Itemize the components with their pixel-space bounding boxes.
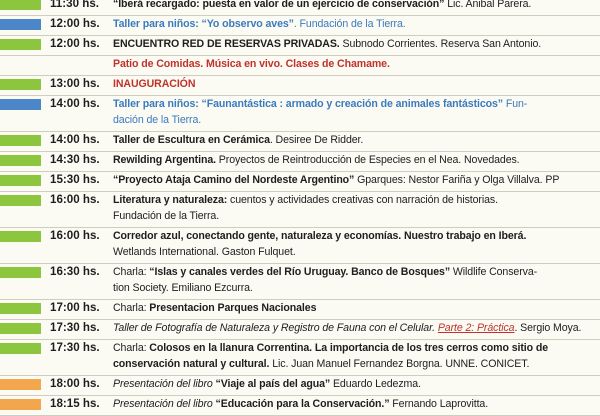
schedule-row	[0, 36, 600, 56]
time-label: 16:00 hs.	[50, 229, 100, 242]
green-color-bar	[0, 155, 41, 166]
green-color-bar	[0, 195, 41, 206]
orange-color-bar	[0, 399, 41, 410]
green-color-bar	[0, 343, 41, 354]
event-text-segment: “Viaje al país del agua”	[215, 378, 331, 390]
event-text-segment: Taller para niños: “Faunantástica : armado y creación de animales fantásticos”	[113, 98, 503, 110]
event-description	[113, 264, 589, 296]
event-line	[113, 356, 589, 372]
event-line	[113, 244, 589, 260]
green-color-bar	[0, 0, 41, 10]
event-text-segment: Patio de Comidas. Música en vivo. Clases de Chamame.	[113, 58, 390, 70]
event-text-segment: Fernando Laprovitta.	[389, 398, 489, 410]
event-description	[113, 96, 589, 128]
time-label: 18:00 hs.	[50, 377, 100, 390]
time-label: 17:30 hs.	[50, 321, 100, 334]
schedule-row	[0, 228, 600, 264]
event-text-segment: Charla:	[113, 302, 150, 314]
event-description	[113, 152, 589, 168]
event-line	[113, 172, 589, 188]
event-description	[113, 300, 589, 316]
green-color-bar	[0, 175, 41, 186]
event-text-segment: “Iberá recargado: puesta en valor de un ejercicio de conservación”	[113, 0, 445, 10]
event-line	[113, 208, 589, 224]
event-line	[113, 152, 589, 168]
event-text-segment: Presentación del libro	[113, 398, 216, 410]
event-text-segment: Gparques: Nestor Fariña y Olga Villalva. PP	[354, 174, 560, 186]
event-line	[113, 340, 589, 356]
event-text-segment: Wetlands International. Gaston Fulquet.	[113, 246, 296, 258]
event-text-segment: . Fundación de la Tierra.	[293, 18, 406, 30]
time-label: 11:30 hs.	[50, 0, 99, 10]
event-text-segment: cuentos y actividades creativas con narración de historias.	[230, 194, 498, 206]
event-text-segment: Rewilding Argentina.	[113, 154, 216, 166]
event-line	[113, 264, 589, 280]
schedule-row	[0, 396, 600, 416]
schedule-row	[0, 0, 600, 16]
time-label: 16:30 hs.	[50, 265, 100, 278]
event-text-segment: Presentación del libro	[113, 378, 216, 390]
event-text-segment: Colosos en la llanura Correntina. La importancia de los tres cerros como sitio de	[149, 342, 548, 354]
event-description	[113, 376, 589, 392]
event-text-segment: Literatura y naturaleza:	[113, 194, 231, 206]
green-color-bar	[0, 323, 41, 334]
schedule-row	[0, 376, 600, 396]
schedule-row	[0, 56, 600, 76]
event-text-segment: Charla:	[113, 266, 150, 278]
event-line	[113, 320, 589, 336]
event-line	[113, 396, 589, 412]
schedule-row	[0, 96, 600, 132]
event-text-segment: Presentacion Parques Nacionales	[149, 302, 317, 314]
event-description	[113, 0, 589, 12]
event-description	[113, 320, 589, 336]
event-line	[113, 16, 589, 32]
green-color-bar	[0, 267, 41, 278]
green-color-bar	[0, 135, 41, 146]
schedule-row	[0, 76, 600, 96]
green-color-bar	[0, 303, 41, 314]
event-line	[113, 280, 589, 296]
event-text-segment: Taller de Escultura en Cerámica	[113, 134, 270, 146]
event-line	[113, 112, 589, 128]
event-text-segment: “Islas y canales verdes del Río Uruguay. Banco de Bosques”	[149, 266, 451, 278]
event-line	[113, 36, 589, 52]
orange-color-bar	[0, 379, 41, 390]
schedule-row	[0, 16, 600, 36]
event-text-segment: “Educación para la Conservación.”	[215, 398, 390, 410]
event-text-segment: Lic. Juan Manuel Fernandez Borgna. UNNE. CONICET.	[269, 358, 530, 370]
event-text-segment: Lic. Anibal Parera.	[444, 0, 532, 10]
blue-color-bar	[0, 19, 41, 30]
event-description	[113, 76, 589, 92]
event-line	[113, 132, 589, 148]
green-color-bar	[0, 231, 41, 242]
event-description	[113, 132, 589, 148]
time-label: 18:15 hs.	[50, 397, 100, 410]
event-text-segment: . Sergio Moya.	[514, 322, 582, 334]
schedule-row	[0, 132, 600, 152]
event-text-segment: Subnodo Corrientes. Reserva San Antonio.	[339, 38, 542, 50]
time-label: 16:00 hs.	[50, 193, 100, 206]
event-line	[113, 192, 589, 208]
blue-color-bar	[0, 99, 41, 110]
time-label: 15:30 hs.	[50, 173, 100, 186]
time-label: 14:00 hs.	[50, 97, 100, 110]
time-label: 13:00 hs.	[50, 77, 100, 90]
event-text-segment: Taller de Fotografía de Naturaleza y Registro de Fauna con el Celular.	[113, 322, 435, 334]
event-text-segment: Fun-	[503, 98, 528, 110]
time-label: 14:30 hs.	[50, 153, 100, 166]
event-line	[113, 0, 589, 12]
event-text-segment: Eduardo Ledezma.	[330, 378, 421, 390]
event-description	[113, 396, 589, 412]
event-text-segment: . Desiree De Ridder.	[269, 134, 364, 146]
event-description	[113, 56, 589, 72]
event-text-segment: Charla:	[113, 342, 150, 354]
schedule-row	[0, 340, 600, 376]
event-line	[113, 96, 589, 112]
time-label: 12:00 hs.	[50, 37, 100, 50]
event-line	[113, 228, 589, 244]
green-color-bar	[0, 39, 41, 50]
time-label: 12:00 hs.	[50, 17, 100, 30]
event-text-segment: Fundación de la Tierra.	[113, 210, 220, 222]
event-text-segment: tion Society. Emiliano Ezcurra.	[113, 282, 253, 294]
event-description	[113, 16, 589, 32]
event-description	[113, 192, 589, 224]
schedule-row	[0, 320, 600, 340]
event-description	[113, 36, 589, 52]
event-text-segment: Parte 2: Práctica	[437, 322, 515, 334]
event-text-segment: dación de la Tierra.	[113, 114, 202, 126]
schedule-row	[0, 172, 600, 192]
event-line	[113, 56, 589, 72]
event-text-segment: ENCUENTRO RED DE RESERVAS PRIVADAS.	[113, 38, 340, 50]
event-line	[113, 376, 589, 392]
event-text-segment: Corredor azul, conectando gente, naturaleza y economías. Nuestro trabajo en Iberá.	[113, 230, 527, 242]
event-text-segment: conservación natural y cultural.	[113, 358, 270, 370]
green-color-bar	[0, 79, 41, 90]
event-description	[113, 340, 589, 372]
event-text-segment: Wildlife Conserva-	[450, 266, 538, 278]
event-text-segment: “Proyecto Ataja Camino del Nordeste Argentino”	[113, 174, 355, 186]
event-text-segment: Proyectos de Reintroducción de Especies en el Nea. Novedades.	[215, 154, 520, 166]
event-text-segment: INAUGURACIÓN	[113, 78, 196, 90]
time-label: 17:30 hs.	[50, 341, 100, 354]
event-description	[113, 228, 589, 260]
event-line	[113, 300, 589, 316]
event-text-segment: Taller para niños: “Yo observo aves”	[113, 18, 294, 30]
time-label: 17:00 hs.	[50, 301, 100, 314]
schedule-row	[0, 152, 600, 172]
schedule-row	[0, 192, 600, 228]
event-description	[113, 172, 589, 188]
schedule-row	[0, 300, 600, 320]
schedule-row	[0, 264, 600, 300]
event-line	[113, 76, 589, 92]
time-label: 14:00 hs.	[50, 133, 100, 146]
